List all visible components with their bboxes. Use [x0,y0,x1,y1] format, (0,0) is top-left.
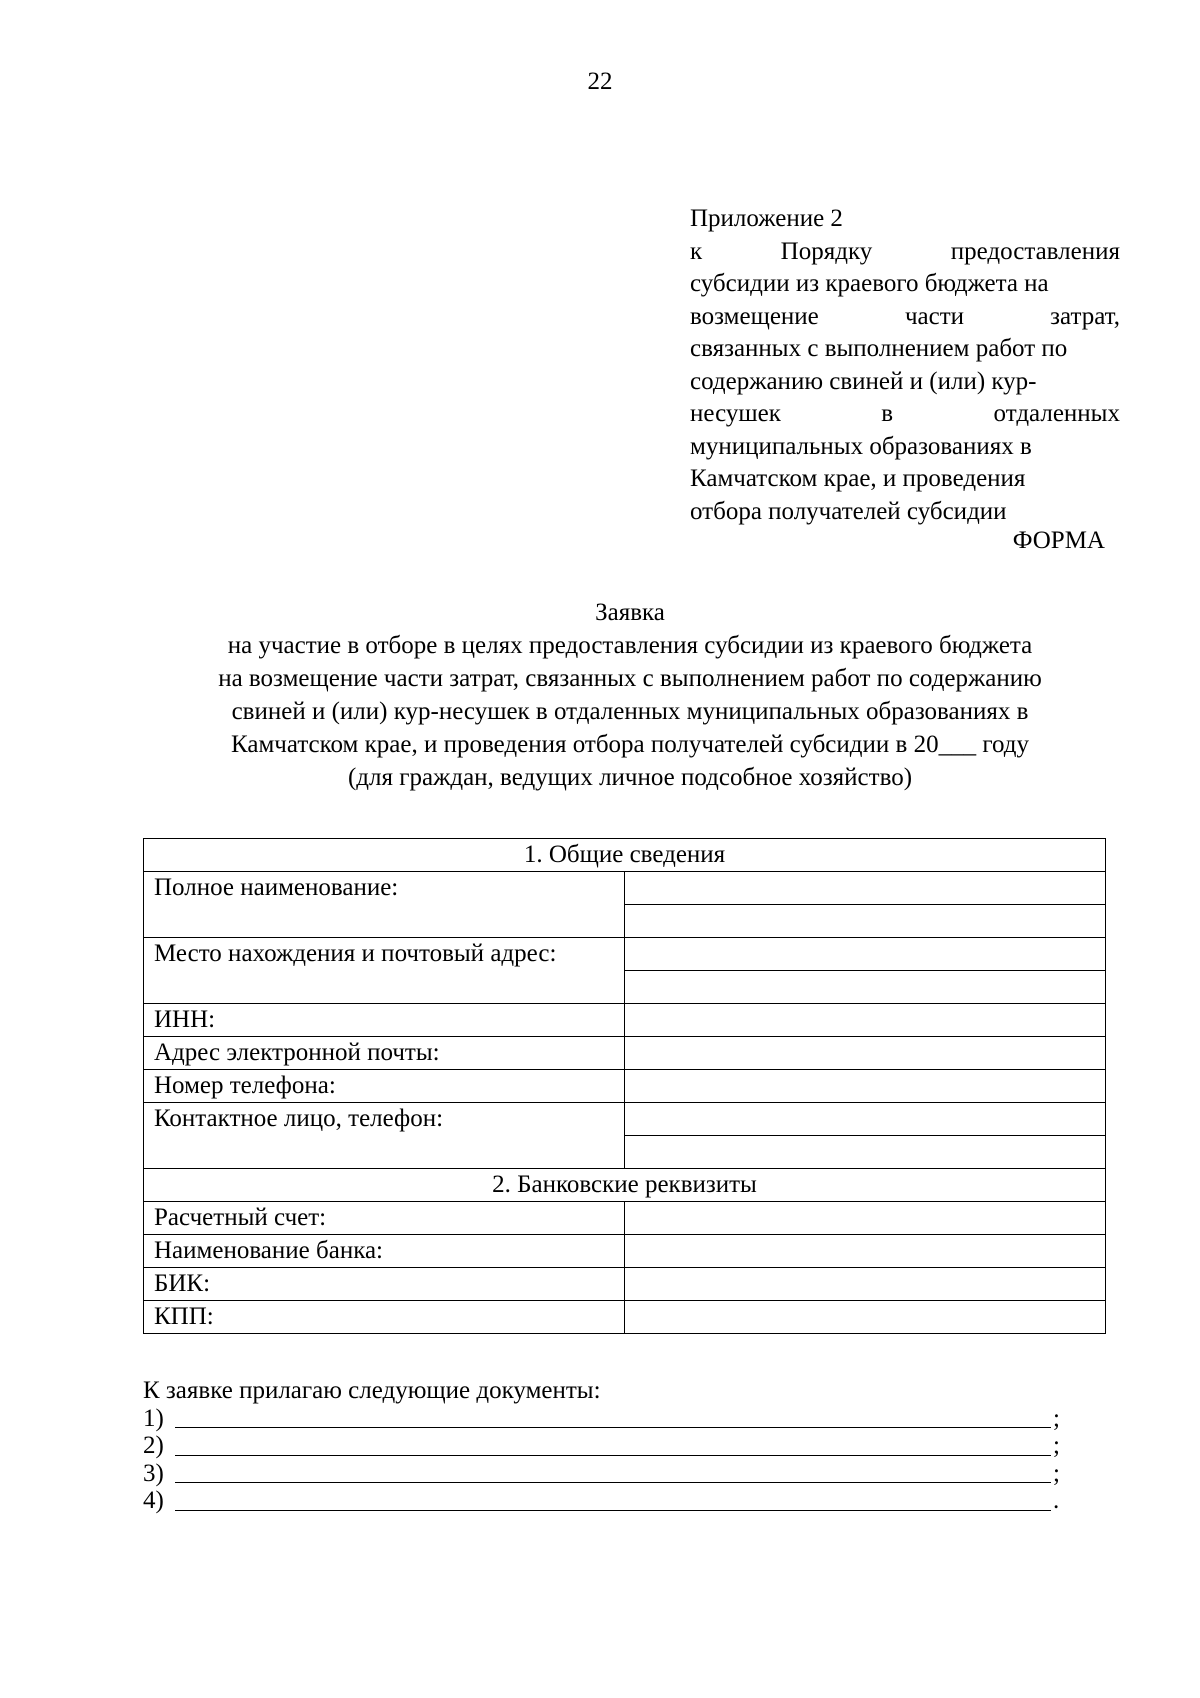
document-blank-line[interactable] [175,1460,1051,1483]
document-line-end: . [1053,1487,1060,1514]
attachments-block [143,1377,1063,1515]
full-name-label: Полное наименование: [144,872,625,938]
appendix-block [690,203,1120,528]
document-number: 2) [143,1432,164,1459]
address-label: Место нахождения и почтовый адрес: [144,938,625,1004]
appendix-word: части [904,302,965,330]
appendix-word: предоставления [950,237,1120,265]
appendix-title: Приложение 2 [690,205,843,232]
appendix-line [690,398,1120,431]
contact-field-2[interactable] [625,1136,1106,1169]
document-blank-line[interactable] [175,1405,1051,1428]
appendix-line: отбора получателей субсидии [690,497,1007,525]
document-blank-line[interactable] [175,1433,1051,1456]
appendix-line: связанных с выполнением работ по [690,335,1068,362]
document-line-end: ; [1053,1404,1060,1432]
bik-label: БИК: [144,1268,625,1301]
document-line-end: ; [1053,1432,1060,1459]
document-title [130,596,1130,794]
phone-field[interactable] [625,1070,1106,1103]
document-line [143,1432,1063,1460]
full-name-field-2[interactable] [625,905,1106,938]
document-line [143,1460,1063,1488]
email-field[interactable] [625,1037,1106,1070]
document-line [143,1405,1063,1433]
contact-field[interactable] [625,1103,1106,1136]
appendix-word: затрат, [1050,302,1120,330]
phone-label: Номер телефона: [144,1070,625,1103]
page-number: 22 [587,68,613,95]
appendix-line: муниципальных образованиях в [690,432,1032,460]
email-label: Адрес электронной почты: [144,1037,625,1070]
forma-label: ФОРМА [1012,527,1105,554]
document-line [143,1487,1063,1515]
full-name-field[interactable] [625,872,1106,905]
appendix-word: в [881,400,894,427]
title-heading: Заявка [595,599,665,626]
document-number: 4) [143,1487,164,1514]
appendix-line: Камчатском крае, и проведения [690,465,1026,492]
title-line: (для граждан, ведущих личное подсобное хозяйство) [347,764,913,791]
kpp-field[interactable] [625,1301,1106,1334]
document-number: 3) [143,1459,164,1487]
attachments-intro: К заявке прилагаю следующие документы: [143,1377,601,1404]
title-line: свиней и (или) кур-несушек в отдаленных муниципальных образованиях в [231,698,1029,725]
appendix-word: возмещение [690,302,819,330]
inn-field[interactable] [625,1004,1106,1037]
appendix-word: Порядку [780,237,873,265]
section-bank-details: 2. Банковские реквизиты [144,1169,1106,1202]
appendix-word: отдаленных [993,400,1120,427]
address-field-2[interactable] [625,971,1106,1004]
appendix-word: к [690,237,703,265]
appendix-line [690,236,1120,269]
inn-label: ИНН: [144,1004,625,1037]
document-line-end: ; [1053,1459,1060,1487]
bik-field[interactable] [625,1268,1106,1301]
bank-name-label: Наименование банка: [144,1235,625,1268]
bank-name-field[interactable] [625,1235,1106,1268]
section-general-info: 1. Общие сведения [144,839,1106,872]
address-field[interactable] [625,938,1106,971]
title-line: Камчатском крае, и проведения отбора получателей субсидии в 20___ году [231,731,1029,758]
appendix-line: субсидии из краевого бюджета на [690,270,1049,297]
account-label: Расчетный счет: [144,1202,625,1235]
contact-label: Контактное лицо, телефон: [144,1103,625,1169]
title-line: на возмещение части затрат, связанных с выполнением работ по содержанию [218,665,1042,692]
document-blank-line[interactable] [175,1488,1051,1511]
application-form-table [143,838,1106,1334]
appendix-word: несушек [690,400,781,427]
appendix-line [690,301,1120,334]
appendix-line: содержанию свиней и (или) кур- [690,367,1037,395]
document-number: 1) [143,1404,164,1432]
kpp-label: КПП: [144,1301,625,1334]
account-field[interactable] [625,1202,1106,1235]
title-line: на участие в отборе в целях предоставления субсидии из краевого бюджета [227,632,1033,659]
